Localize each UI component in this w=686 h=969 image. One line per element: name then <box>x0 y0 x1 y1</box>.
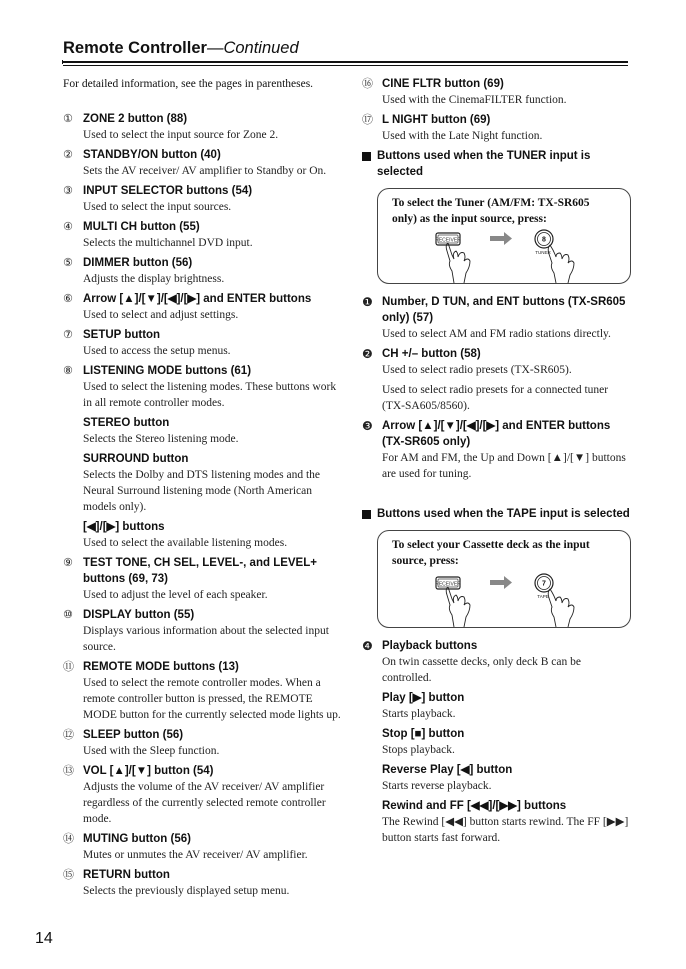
right-column <box>362 76 632 850</box>
item-title: VOL [▲]/[▼] button (54) <box>83 765 214 777</box>
svg-text:TUNER: TUNER <box>535 250 551 255</box>
list-item-16 <box>362 76 632 108</box>
title-main: Remote Controller <box>63 39 207 57</box>
item-title: MULTI CH button (55) <box>83 221 200 233</box>
item-title: Arrow [▲]/[▼]/[◀]/[▶] and ENTER buttons <box>83 293 312 305</box>
tape-section-heading <box>362 506 632 522</box>
page-title <box>63 39 628 58</box>
item-desc: Selects the multichannel DVD input. <box>83 237 253 249</box>
box-text: To select the Tuner (AM/FM: TX-SR605 only) as the input source, press: <box>392 197 590 225</box>
item-title: LISTENING MODE buttons (61) <box>83 365 252 377</box>
circled-number: ⑥ <box>63 292 73 305</box>
circled-number: ② <box>63 148 73 161</box>
item-desc: Adjusts the volume of the AV receiver/ AV amplifier regardless of the currently selected remote controller mode. <box>83 781 326 825</box>
list-item-12 <box>63 727 343 759</box>
item-desc: Used to select the input source for Zone 2. <box>83 129 279 141</box>
box-text: To select your Cassette deck as the input source, press: <box>392 539 590 567</box>
circled-number: ⑫ <box>63 728 74 741</box>
item-desc: Used with the Late Night function. <box>382 130 543 142</box>
sub-item-reverse-play <box>382 762 632 794</box>
sub-item-desc: Selects the Stereo listening mode. <box>83 433 239 445</box>
item-desc: Used to select the listening modes. These buttons work in all remote controller modes. <box>83 381 337 409</box>
filled-circled-number: ❶ <box>362 295 373 309</box>
item-title: REMOTE MODE buttons (13) <box>83 661 239 673</box>
circled-number: ⑩ <box>63 608 73 621</box>
svg-text:RECEIVER: RECEIVER <box>435 237 461 244</box>
sub-item-title: SURROUND button <box>83 453 189 465</box>
list-item-14 <box>63 831 343 863</box>
item-title: SETUP button <box>83 329 161 341</box>
circled-number: ⑯ <box>362 77 373 90</box>
hand-pointer-icon <box>392 569 632 627</box>
item-desc: Displays various information about the selected input source. <box>83 625 329 653</box>
sub-item-rewind-ff <box>382 798 632 846</box>
list-item-4 <box>63 219 343 251</box>
section-title: Buttons used when the TAPE input is selected <box>377 508 630 520</box>
sub-item-title: Reverse Play [◀] button <box>382 764 513 776</box>
item-desc: For AM and FM, the Up and Down [▲]/[▼] buttons are used for tuning. <box>382 452 626 480</box>
item-title: INPUT SELECTOR buttons (54) <box>83 185 253 197</box>
item-desc: Used to select radio presets for a connected tuner (TX-SA605/8560). <box>382 384 609 412</box>
tape-instruction-box <box>377 530 631 628</box>
tuner-item-3 <box>362 418 632 482</box>
item-desc: Mutes or unmutes the AV receiver/ AV amplifier. <box>83 849 308 861</box>
circled-number: ③ <box>63 184 73 197</box>
list-item-8 <box>63 363 343 551</box>
tuner-item-2 <box>362 346 632 414</box>
circled-number: ⑰ <box>362 113 373 126</box>
item-title: MUTING button (56) <box>83 833 191 845</box>
sub-item-title: Rewind and FF [◀◀]/[▶▶] buttons <box>382 800 567 812</box>
intro-text: For detailed information, see the pages in parentheses. <box>63 78 314 90</box>
item-title: TEST TONE, CH SEL, LEVEL-, and LEVEL+ buttons (69, 73) <box>83 557 317 585</box>
svg-text:8: 8 <box>542 236 546 244</box>
filled-circled-number: ❸ <box>362 419 373 433</box>
sub-item-left-right <box>83 519 343 551</box>
tape-illustration <box>392 569 630 625</box>
list-item-6 <box>63 291 343 323</box>
circled-number: ④ <box>63 220 73 233</box>
page-number: 14 <box>35 930 53 947</box>
circled-number: ⑮ <box>63 868 74 881</box>
tuner-section-heading <box>362 148 632 180</box>
item-desc: Used to select radio presets (TX-SR605). <box>382 364 572 376</box>
list-item-9 <box>63 555 343 603</box>
item-title: DISPLAY button (55) <box>83 609 195 621</box>
hand-pointer-icon <box>392 227 632 285</box>
square-bullet-icon <box>362 510 371 519</box>
item-desc: Used to select the input sources. <box>83 201 232 213</box>
list-item-13 <box>63 763 343 827</box>
circled-number: ⑦ <box>63 328 73 341</box>
tuner-item-1 <box>362 294 632 342</box>
sub-item-title: Play [▶] button <box>382 692 465 704</box>
square-bullet-icon <box>362 152 371 161</box>
list-item-7 <box>63 327 343 359</box>
item-title: SLEEP button (56) <box>83 729 184 741</box>
item-title: DIMMER button (56) <box>83 257 193 269</box>
sub-item-title: Stop [■] button <box>382 728 465 740</box>
list-item-17 <box>362 112 632 144</box>
item-title: L NIGHT button (69) <box>382 114 491 126</box>
item-desc: Used to select the remote controller modes. When a remote controller button is pressed, the REMOTE MODE button for the currently selected mode lights up. <box>83 677 341 721</box>
tuner-instruction-box <box>377 188 631 284</box>
item-title: CH +/– button (58) <box>382 348 481 360</box>
sub-item-stop <box>382 726 632 758</box>
header-rule-thick <box>63 61 628 63</box>
svg-text:RECEIVER: RECEIVER <box>435 581 461 588</box>
circled-number: ⑨ <box>63 556 73 569</box>
item-desc: Used to select and adjust settings. <box>83 309 239 321</box>
list-item-15 <box>63 867 343 899</box>
sub-item-title: STEREO button <box>83 417 170 429</box>
tuner-illustration <box>392 227 630 283</box>
list-item-3 <box>63 183 343 215</box>
item-title: Number, D TUN, and ENT buttons (TX-SR605 only) (57) <box>382 296 626 324</box>
item-desc: Used with the Sleep function. <box>83 745 220 757</box>
filled-circled-number: ❷ <box>362 347 373 361</box>
circled-number: ⑬ <box>63 764 74 777</box>
page-header <box>63 39 628 58</box>
item-title: Arrow [▲]/[▼]/[◀]/[▶] and ENTER buttons (TX-SR605 only) <box>382 420 611 448</box>
circled-number: ⑧ <box>63 364 73 377</box>
sub-item-title: [◀]/[▶] buttons <box>83 521 165 533</box>
sub-item-play <box>382 690 632 722</box>
title-continued: —Continued <box>206 39 299 57</box>
item-title: CINE FLTR button (69) <box>382 78 504 90</box>
sub-item-desc: Used to select the available listening modes. <box>83 537 288 549</box>
item-title: STANDBY/ON button (40) <box>83 149 221 161</box>
header-rule-thin <box>63 65 628 66</box>
sub-item-desc: The Rewind [◀◀] button starts rewind. The FF [▶▶] button starts fast forward. <box>382 816 629 844</box>
item-title: RETURN button <box>83 869 170 881</box>
list-item-11 <box>63 659 343 723</box>
item-desc: Adjusts the display brightness. <box>83 273 225 285</box>
item-desc: Used to adjust the level of each speaker. <box>83 589 268 601</box>
left-column <box>63 76 343 903</box>
svg-text:7: 7 <box>542 580 546 588</box>
item-title: ZONE 2 button (88) <box>83 113 188 125</box>
circled-number: ⑤ <box>63 256 73 269</box>
list-item-5 <box>63 255 343 287</box>
item-title: Playback buttons <box>382 640 478 652</box>
item-desc: Sets the AV receiver/ AV amplifier to Standby or On. <box>83 165 327 177</box>
list-item-2 <box>63 147 343 179</box>
svg-text:TAPE: TAPE <box>537 594 549 599</box>
sub-item-desc: Starts reverse playback. <box>382 780 492 792</box>
list-item-10 <box>63 607 343 655</box>
sub-item-desc: Starts playback. <box>382 708 456 720</box>
sub-item-desc: Stops playback. <box>382 744 455 756</box>
tape-item-4 <box>362 638 632 846</box>
circled-number: ⑭ <box>63 832 74 845</box>
sub-item-surround <box>83 451 343 515</box>
item-desc: Used to select AM and FM radio stations directly. <box>382 328 611 340</box>
circled-number: ① <box>63 112 73 125</box>
item-desc: Used with the CinemaFILTER function. <box>382 94 567 106</box>
filled-circled-number: ❹ <box>362 639 373 653</box>
item-desc: Used to access the setup menus. <box>83 345 231 357</box>
circled-number: ⑪ <box>63 660 74 673</box>
sub-item-desc: Selects the Dolby and DTS listening modes and the Neural Surround listening mode (North American models only). <box>83 469 320 513</box>
section-title: Buttons used when the TUNER input is selected <box>377 150 591 178</box>
item-desc: On twin cassette decks, only deck B can be controlled. <box>382 656 581 684</box>
sub-item-stereo <box>83 415 343 447</box>
list-item-1 <box>63 111 343 143</box>
item-desc: Selects the previously displayed setup menu. <box>83 885 290 897</box>
